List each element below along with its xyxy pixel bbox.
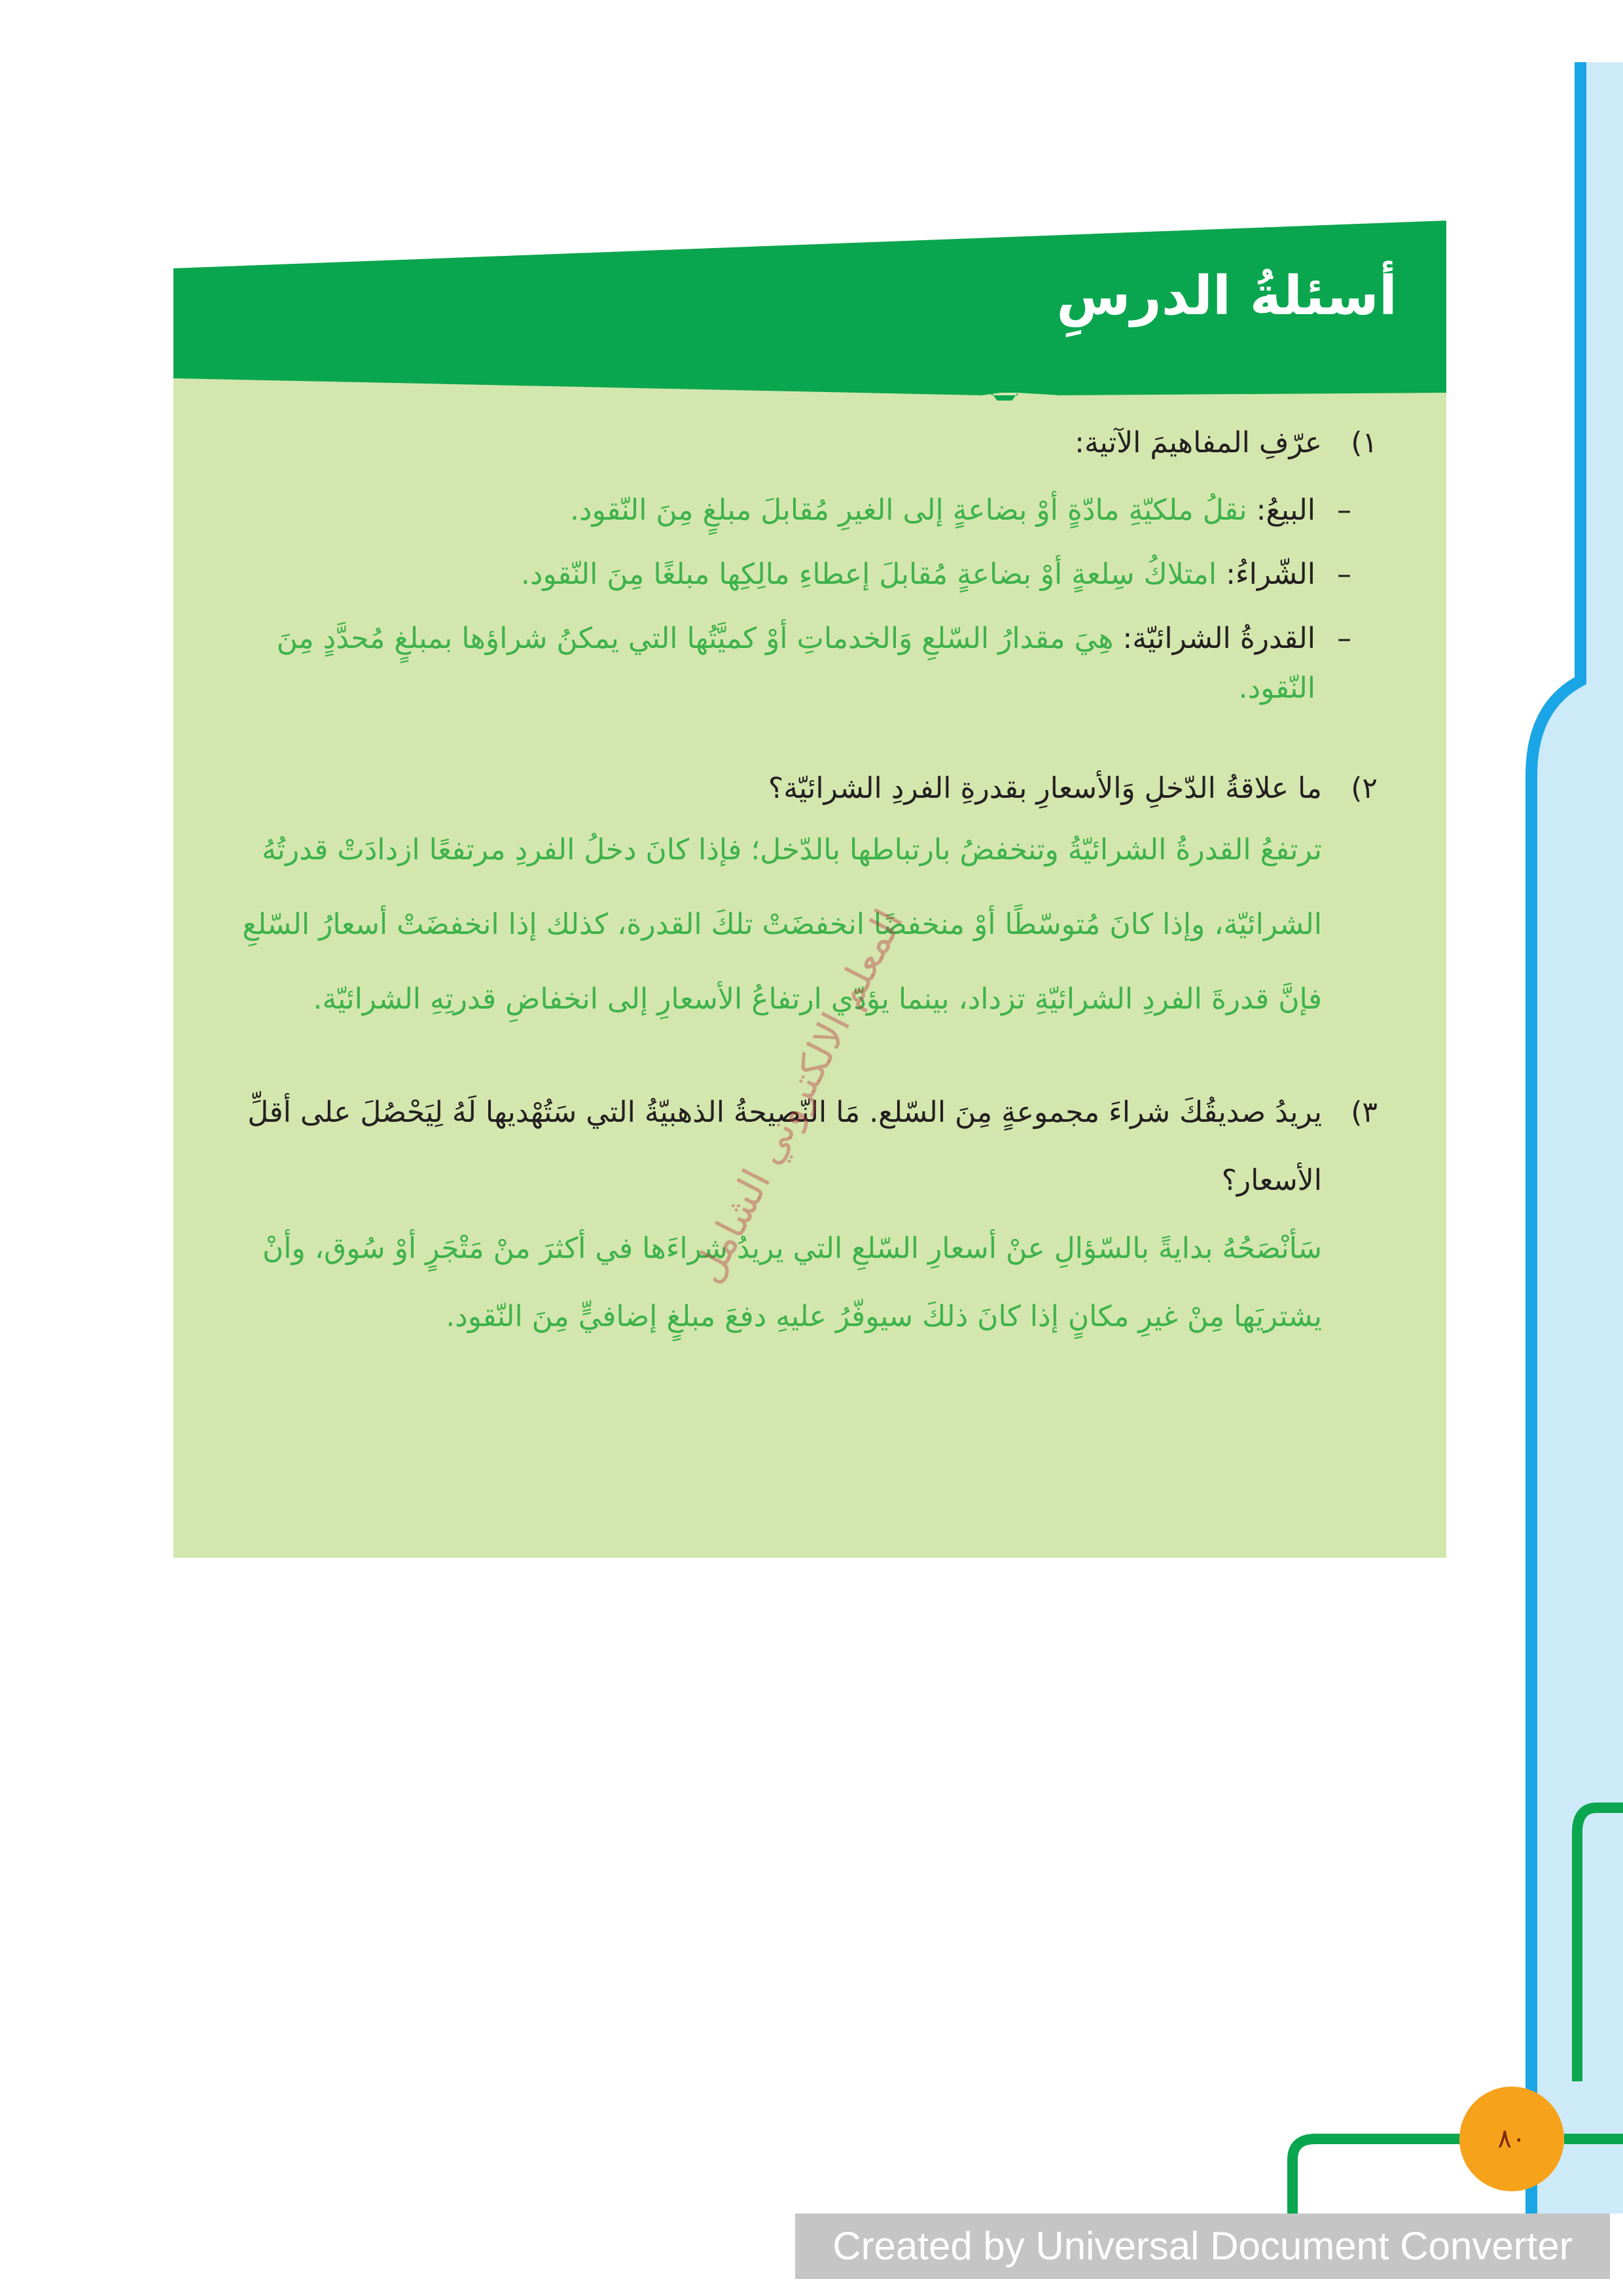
converter-banner: Created by Universal Document Converter [795,2214,1610,2279]
question-number: ١) [1351,426,1378,459]
frame-green-line-lower [1293,2139,1463,2214]
answer-text: سَأنْصَحُهُ بدايةً بالسّؤالِ عنْ أسعارِ السّلعِ التي يريدُ شراءَها في أكثرَ منْ مَتْجَرٍ أوْ سُوق، وأنْ يشتريَها مِنْ غيرِ مكانٍ إذا كانَ ذلكَ سيوفّرُ عليهِ دفعَ مبلغٍ إضافيٍّ مِنَ النّقود. [262,1232,1322,1333]
question-1 [203,419,1378,713]
definition-text: نقلُ ملكيّةِ مادّةٍ أوْ بضاعةٍ إلى الغيرِ مُقابلَ مبلغٍ مِنَ النّقود. [569,493,1247,527]
definition-text: هِيَ مقدارُ السّلعِ وَالخدماتِ أوْ كميَّتُها التي يمكنُ شراؤها بمبلغٍ مُحدَّدٍ مِنَ النّقود. [276,622,1315,705]
answer-text: ترتفعُ القدرةُ الشرائيّةُ وتنخفضُ بارتباطها بالدّخل؛ فإذا كانَ دخلُ الفردِ مرتفعًا ازدادَتْ قدرتُهُ الشرائيّة، وإذا كانَ مُتوسّطًا أوْ منخفضًا انخفضَتْ تلكَ القدرة، كذلك إذا انخفضَتْ أسعارُ السّلعِ فإنَّ قدرةَ الفردِ الشرائيّةِ تزداد، بينما يؤدّي ارتفاعُ الأسعارِ إلى انخفاضِ قدرتِهِ الشرائيّة. [242,833,1322,1016]
question-2 [203,764,1378,1037]
question-text: يريدُ صديقُكَ شراءَ مجموعةٍ مِنَ السّلع. مَا النّصيحةُ الذهبيّةُ التي سَتُهْديها لَهُ لِيَحْصُلَ على أقلِّ الأسعار؟ [247,1096,1322,1197]
questions-content [203,419,1378,1351]
definition-item [203,550,1351,600]
page-title: أسئلةُ الدرسِ [1056,265,1397,327]
page-number: ٨٠ [1459,2087,1564,2191]
definition-item [203,614,1351,713]
dash-bullet: – [1337,622,1351,655]
definition-text: امتلاكُ سِلعةٍ أوْ بضاعةٍ مُقابلَ إعطاءِ مالِكِها مبلغًا مِنَ النّقود. [520,558,1217,591]
question-text: عرّفِ المفاهيمَ الآتية: [1075,426,1322,459]
question-number: ٢) [1351,772,1378,805]
definition-item [203,486,1351,535]
definition-term: الشّراءُ: [1226,558,1315,591]
question-number: ٣) [1351,1096,1378,1129]
definitions-list [203,486,1378,713]
definition-term: البيعُ: [1256,493,1315,527]
dash-bullet: – [1337,493,1351,527]
dash-bullet: – [1337,558,1351,591]
watermark: المعلم الالكتروني الشامل [684,902,913,1291]
question-text: ما علاقةُ الدّخلِ وَالأسعارِ بقدرةِ الفردِ الشرائيّة؟ [768,772,1322,805]
definition-term: القدرةُ الشرائيّة: [1122,622,1315,655]
